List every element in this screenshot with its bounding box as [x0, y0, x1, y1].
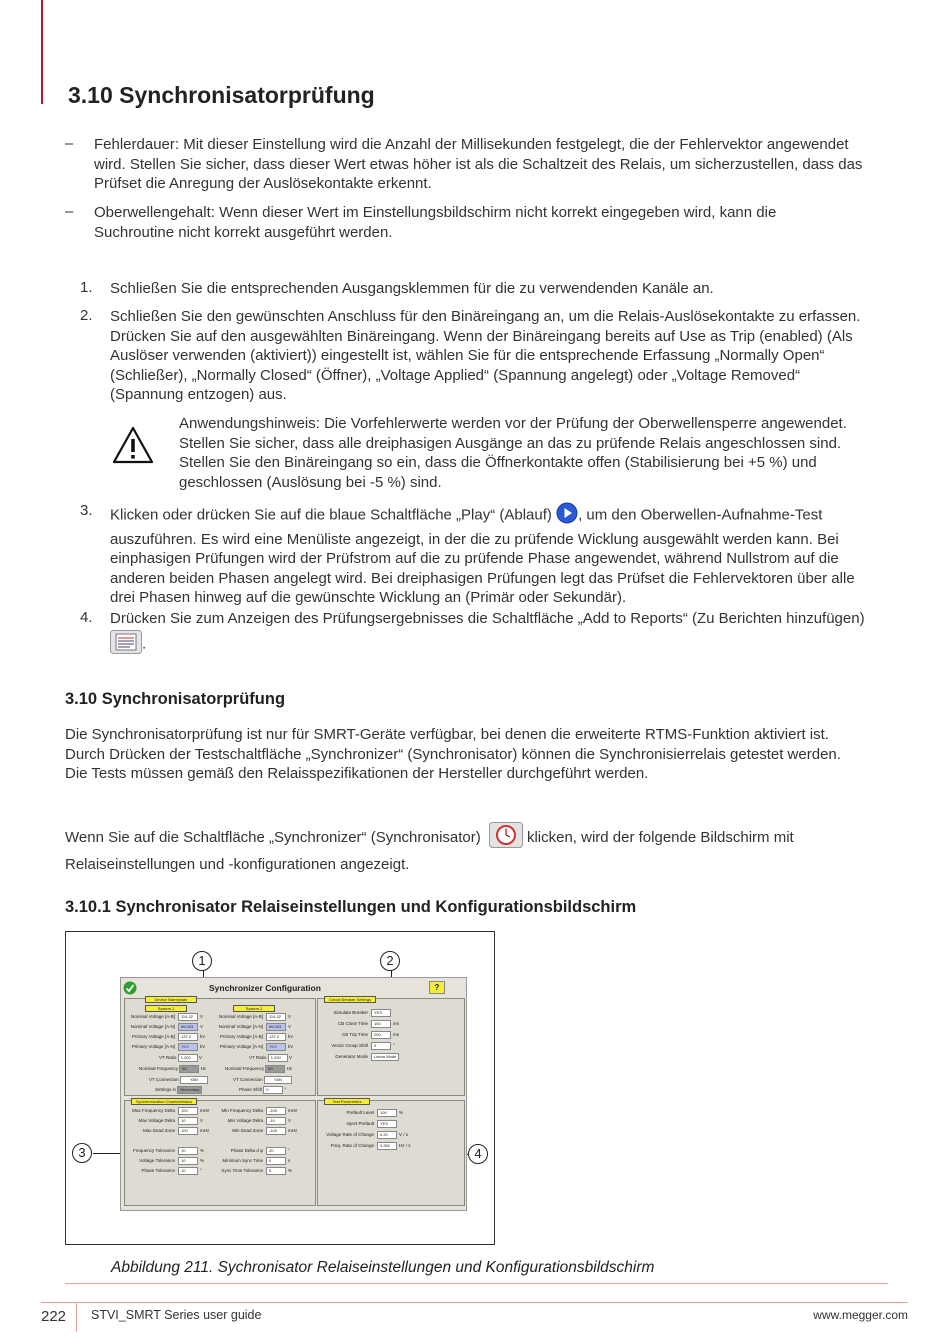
field-label: Vector Group Shift: [331, 1043, 368, 1049]
field-value[interactable]: 150: [371, 1020, 391, 1028]
field-unit: V: [200, 1024, 204, 1030]
field-value[interactable]: 114.32: [266, 1013, 286, 1021]
field-unit: %: [399, 1110, 404, 1116]
field-label: Max Voltage Delta: [138, 1118, 175, 1124]
field-value[interactable]: 200: [371, 1031, 391, 1039]
field-row: [215, 1107, 297, 1115]
field-label: Primary Voltage [A-B]: [131, 1034, 175, 1040]
margin-accent-bar: [41, 0, 43, 104]
step-number: 3.: [80, 502, 93, 519]
field-unit: mHz: [288, 1128, 298, 1134]
nominal-frequency-1: Nominal Frequency 60 Hz: [139, 1066, 207, 1072]
field-unit: kV: [200, 1044, 206, 1050]
footer-rule: [41, 1302, 908, 1303]
field-row: [127, 1147, 204, 1155]
field-label: CB Close Time: [337, 1021, 368, 1027]
field-value[interactable]: 10: [178, 1117, 198, 1125]
circuit-breaker-panel: [317, 998, 465, 1096]
panel-title: Test Parameters: [324, 1098, 370, 1105]
field-unit: V: [288, 1024, 292, 1030]
synchronization-characteristics-panel: [124, 1100, 316, 1206]
synchronizer-config-screen: [120, 977, 467, 1211]
field-value[interactable]: Linear Mode: [371, 1053, 399, 1061]
settings-in: Settings in Secondary: [155, 1086, 202, 1094]
field-unit: °: [288, 1148, 290, 1154]
caption-rule: [65, 1283, 888, 1284]
field-row: [326, 1020, 399, 1028]
field-label: Max Dead Zone: [142, 1128, 175, 1134]
field-label: Sync Time Tolerance: [221, 1168, 263, 1174]
field-value[interactable]: 0: [266, 1157, 286, 1165]
field-value[interactable]: 137.2: [178, 1033, 198, 1041]
help-button[interactable]: ?: [429, 981, 445, 994]
field-label: Nominal Voltage [A-B]: [218, 1014, 263, 1020]
system-2-title: System 2: [233, 1005, 275, 1012]
field-label: Phase Delta d φ: [230, 1148, 263, 1154]
field-unit: %: [200, 1158, 205, 1164]
field-value[interactable]: 0.20: [377, 1131, 397, 1139]
field-row: [215, 1033, 293, 1041]
field-row: [215, 1043, 293, 1051]
panel-title: Device Nameplate: [145, 996, 197, 1003]
field-row: [215, 1117, 291, 1125]
step-2-text: Schließen Sie den gewünschten Anschluss für den Binäreingang an, um die Relais-Auslösekontakte zu erfassen. Drücken Sie auf den ausgewählten Binäreingang. Wenn der Binäreingang bereits auf Use as Trip (enabled) (Als Auslöser verwenden (aktiviert)) eingestellt ist, wählen Sie für die entsprechende Erfassung „Normally Open“ (Schließer), „Normally Closed“ (Öffner), „Voltage Applied“ (Spannung angelegt) oder „Voltage Removed“ (Spannung entzogen) aus.: [110, 308, 861, 403]
callout-4: 4: [468, 1144, 488, 1164]
field-label: Freq. Rate of Change: [330, 1143, 374, 1149]
field-row: [127, 1167, 202, 1175]
field-unit: kV: [288, 1044, 294, 1050]
field-value[interactable]: 79.2: [178, 1043, 198, 1051]
bullet-dash: –: [65, 203, 74, 220]
footer-url: www.megger.com: [813, 1308, 908, 1322]
bullet-dash: –: [65, 135, 74, 152]
field-row: [326, 1042, 395, 1050]
field-label: Inject Prefault: [346, 1121, 374, 1127]
page-number: 222: [41, 1308, 67, 1325]
field-unit: Hz / s: [399, 1143, 411, 1149]
play-icon: [556, 502, 578, 530]
field-unit: %: [200, 1148, 205, 1154]
field-value[interactable]: -100: [266, 1107, 286, 1115]
field-unit: kV: [200, 1034, 206, 1040]
footer-divider: [76, 1302, 77, 1332]
section-intro: Die Synchronisatorprüfung ist nur für SMRT-Geräte verfügbar, bei denen die erweiterte RTMS-Funktion aktiviert ist. Durch Drücken der Testschaltfläche „Synchronizer“ (Synchronisator) können die Synchronisierrelais getestet werden. Die Tests müssen gemäß den Relaisspezifikationen der Hersteller durchgeführt werden.: [65, 726, 841, 782]
field-value[interactable]: 10: [178, 1167, 198, 1175]
field-label: CB Trip Time: [341, 1032, 368, 1038]
field-row: [322, 1109, 403, 1117]
field-label: Simulate Breaker: [333, 1010, 368, 1016]
field-label: Voltage Rate of Change: [326, 1132, 374, 1138]
field-row: [215, 1147, 290, 1155]
field-value[interactable]: 10: [178, 1157, 198, 1165]
field-unit: ms: [393, 1032, 399, 1038]
field-row: [322, 1131, 408, 1139]
callout-1: 1: [192, 951, 212, 971]
test-parameters-panel: [317, 1100, 465, 1206]
field-row: [326, 1031, 399, 1039]
field-label: Min Dead Zone: [232, 1128, 263, 1134]
field-row: [215, 1023, 291, 1031]
figure-caption: Abbildung 211. Sychronisator Relaiseinstellungen und Konfigurationsbildschirm: [111, 1259, 655, 1276]
synchronizer-paragraph: Wenn Sie auf die Schaltfläche „Synchronizer“ (Synchronisator) klicken, wird der folgende Bildschirm mit Relaiseinstellungen und -konfigurationen angezeigt.: [65, 822, 794, 875]
field-value[interactable]: YES: [371, 1009, 391, 1017]
step-4-text: Drücken Sie zum Anzeigen des Prüfungsergebnisses die Schaltfläche „Add to Reports“ (Zu Berichten hinzufügen) .: [110, 609, 865, 659]
field-unit: °: [200, 1168, 202, 1174]
field-label: Phase Tolerance: [141, 1168, 175, 1174]
panel-title: Circuit Breaker Settings: [324, 996, 376, 1003]
field-unit: V: [288, 1014, 292, 1020]
vt-ratio-2: VT Ratio 1,200 V: [249, 1055, 292, 1061]
section-heading: 3.10 Synchronisatorprüfung: [65, 690, 286, 708]
panel-title: Synchronization Characteristics: [131, 1098, 197, 1105]
field-label: Max Frequency Delta: [132, 1108, 175, 1114]
field-unit: V: [200, 1118, 204, 1124]
field-unit: V / s: [399, 1132, 409, 1138]
field-value[interactable]: 100: [377, 1109, 397, 1117]
field-unit: mHz: [200, 1128, 210, 1134]
field-label: Min Frequency Delta: [221, 1108, 263, 1114]
field-unit: V: [200, 1014, 204, 1020]
bullet-fehlerdauer: Fehlerdauer: Mit dieser Einstellung wird die Anzahl der Millisekunden festgelegt, die der Fehlervektor angewendet wird. Stellen Sie sicher, dass dieser Wert etwas höher ist als die Schaltzeit des Relais, um sicherzustellen, dass das Prüfset die Anregung der Auslösekontakte erkennt.: [94, 136, 863, 192]
field-value[interactable]: 137.2: [266, 1033, 286, 1041]
field-label: Nominal Voltage [A-N]: [218, 1024, 263, 1030]
field-value[interactable]: 0.392: [377, 1142, 397, 1150]
field-label: Generator Mode: [335, 1054, 368, 1060]
config-title: Synchronizer Configuration: [209, 983, 321, 993]
field-row: [215, 1013, 291, 1021]
step-3-text: Klicken oder drücken Sie auf die blaue Schaltfläche „Play“ (Ablauf) , um den Oberwellen-Aufnahme-Test auszuführen. Es wird eine Menüliste angezeigt, in der die zu prüfende Wicklung ausgewählt werden kann. Bei einphasigen Prüfungen wird der Prüfstrom auf die zu prüfende Phase angewendet, während Nullstrom auf die anderen beiden Phasen angelegt wird. Bei dreiphasigen Prüfungen legt das Prüfset die Fehlervektoren über alle drei Phasen hinweg auf die gewünschte Wicklung an (Primär oder Sekundär).: [110, 502, 855, 608]
field-label: Voltage Tolerance: [139, 1158, 175, 1164]
application-note: Anwendungshinweis: Die Vorfehlerwerte werden vor der Prüfung der Oberwellensperre angewendet. Stellen Sie sicher, dass alle dreiphasigen Ausgänge an das zu prüfende Relais angeschlossen sind. Stellen Sie den Binäreingang so ein, dass die Öffnerkontakte offen (Stabilisierung bei +5 %) und geschlossen (Auslösung bei -5 %) sind.: [179, 415, 847, 491]
field-unit: s: [288, 1158, 291, 1164]
field-label: Frequency Tolerance: [133, 1148, 175, 1154]
field-unit: mHz: [288, 1108, 298, 1114]
field-unit: kV: [288, 1034, 294, 1040]
field-value[interactable]: 114.32: [178, 1013, 198, 1021]
field-value[interactable]: 5: [266, 1167, 286, 1175]
field-row: [127, 1043, 205, 1051]
field-label: Min Voltage Delta: [227, 1118, 263, 1124]
field-row: [127, 1157, 204, 1165]
field-value[interactable]: -100: [266, 1127, 286, 1135]
field-row: [127, 1117, 203, 1125]
field-value[interactable]: 100: [178, 1127, 198, 1135]
nominal-frequency-2: Nominal Frequency 60 Hz: [225, 1066, 293, 1072]
field-value[interactable]: 0: [371, 1042, 391, 1050]
field-row: [127, 1013, 203, 1021]
field-row: [127, 1033, 205, 1041]
field-unit: V: [288, 1118, 292, 1124]
field-row: [326, 1053, 401, 1061]
field-label: Prefault Level: [346, 1110, 374, 1116]
ok-check-icon[interactable]: [123, 981, 137, 997]
field-row: [215, 1167, 292, 1175]
page-heading: 3.10 Synchronisatorprüfung: [68, 82, 375, 108]
field-label: Primary Voltage [A-B]: [219, 1034, 263, 1040]
field-value[interactable]: YES: [377, 1120, 397, 1128]
synchronizer-icon: [489, 822, 523, 854]
field-value[interactable]: 20: [266, 1147, 286, 1155]
field-value[interactable]: 66.003: [266, 1023, 286, 1031]
field-value[interactable]: 79.2: [266, 1043, 286, 1051]
field-label: Primary Voltage [A-N]: [131, 1044, 175, 1050]
callout-2: 2: [380, 951, 400, 971]
subsection-heading: 3.10.1 Synchronisator Relaiseinstellungen und Konfigurationsbildschirm: [65, 898, 637, 916]
field-label: Minimum Sync Time: [222, 1158, 263, 1164]
field-row: [127, 1023, 203, 1031]
vt-connection-1: VT Connection YAN: [149, 1076, 208, 1084]
field-label: Nominal Voltage [A-B]: [130, 1014, 175, 1020]
step-number: 2.: [80, 307, 93, 324]
field-row: [215, 1127, 297, 1135]
synchronizer-configuration-figure: [65, 931, 495, 1245]
system-1-title: System 1: [145, 1005, 187, 1012]
warning-icon: [112, 426, 154, 469]
field-row: [127, 1127, 209, 1135]
field-row: [322, 1142, 411, 1150]
field-value[interactable]: 66.003: [178, 1023, 198, 1031]
field-label: Nominal Voltage [A-N]: [130, 1024, 175, 1030]
device-nameplate-panel: [124, 998, 316, 1096]
vt-ratio-1: VT Ratio 1,200 V: [159, 1055, 202, 1061]
field-label: Primary Voltage [A-N]: [219, 1044, 263, 1050]
bullet-oberwellengehalt: Oberwellengehalt: Wenn dieser Wert im Einstellungsbildschirm nicht korrekt eingegeben wird, kann die Suchroutine nicht korrekt ausgeführt werden.: [94, 204, 777, 241]
field-row: [326, 1009, 393, 1017]
field-value[interactable]: 100: [178, 1107, 198, 1115]
footer-title: STVI_SMRT Series user guide: [91, 1308, 262, 1322]
field-unit: %: [288, 1168, 293, 1174]
field-row: [215, 1157, 290, 1165]
field-unit: mHz: [200, 1108, 210, 1114]
step-1-text: Schließen Sie die entsprechenden Ausgangsklemmen für die zu verwendenden Kanäle an.: [110, 280, 714, 297]
field-value[interactable]: -10: [266, 1117, 286, 1125]
field-value[interactable]: 10: [178, 1147, 198, 1155]
add-to-reports-icon: [110, 630, 142, 660]
step-number: 4.: [80, 609, 93, 626]
callout-3: 3: [72, 1143, 92, 1163]
phase-shift: Phase Shift 0 °: [239, 1087, 287, 1093]
field-unit: ms: [393, 1021, 399, 1027]
step-number: 1.: [80, 279, 93, 296]
field-unit: °: [393, 1043, 395, 1049]
field-row: [127, 1107, 209, 1115]
vt-connection-2: VT Connection YAN: [233, 1076, 292, 1084]
field-row: [322, 1120, 399, 1128]
